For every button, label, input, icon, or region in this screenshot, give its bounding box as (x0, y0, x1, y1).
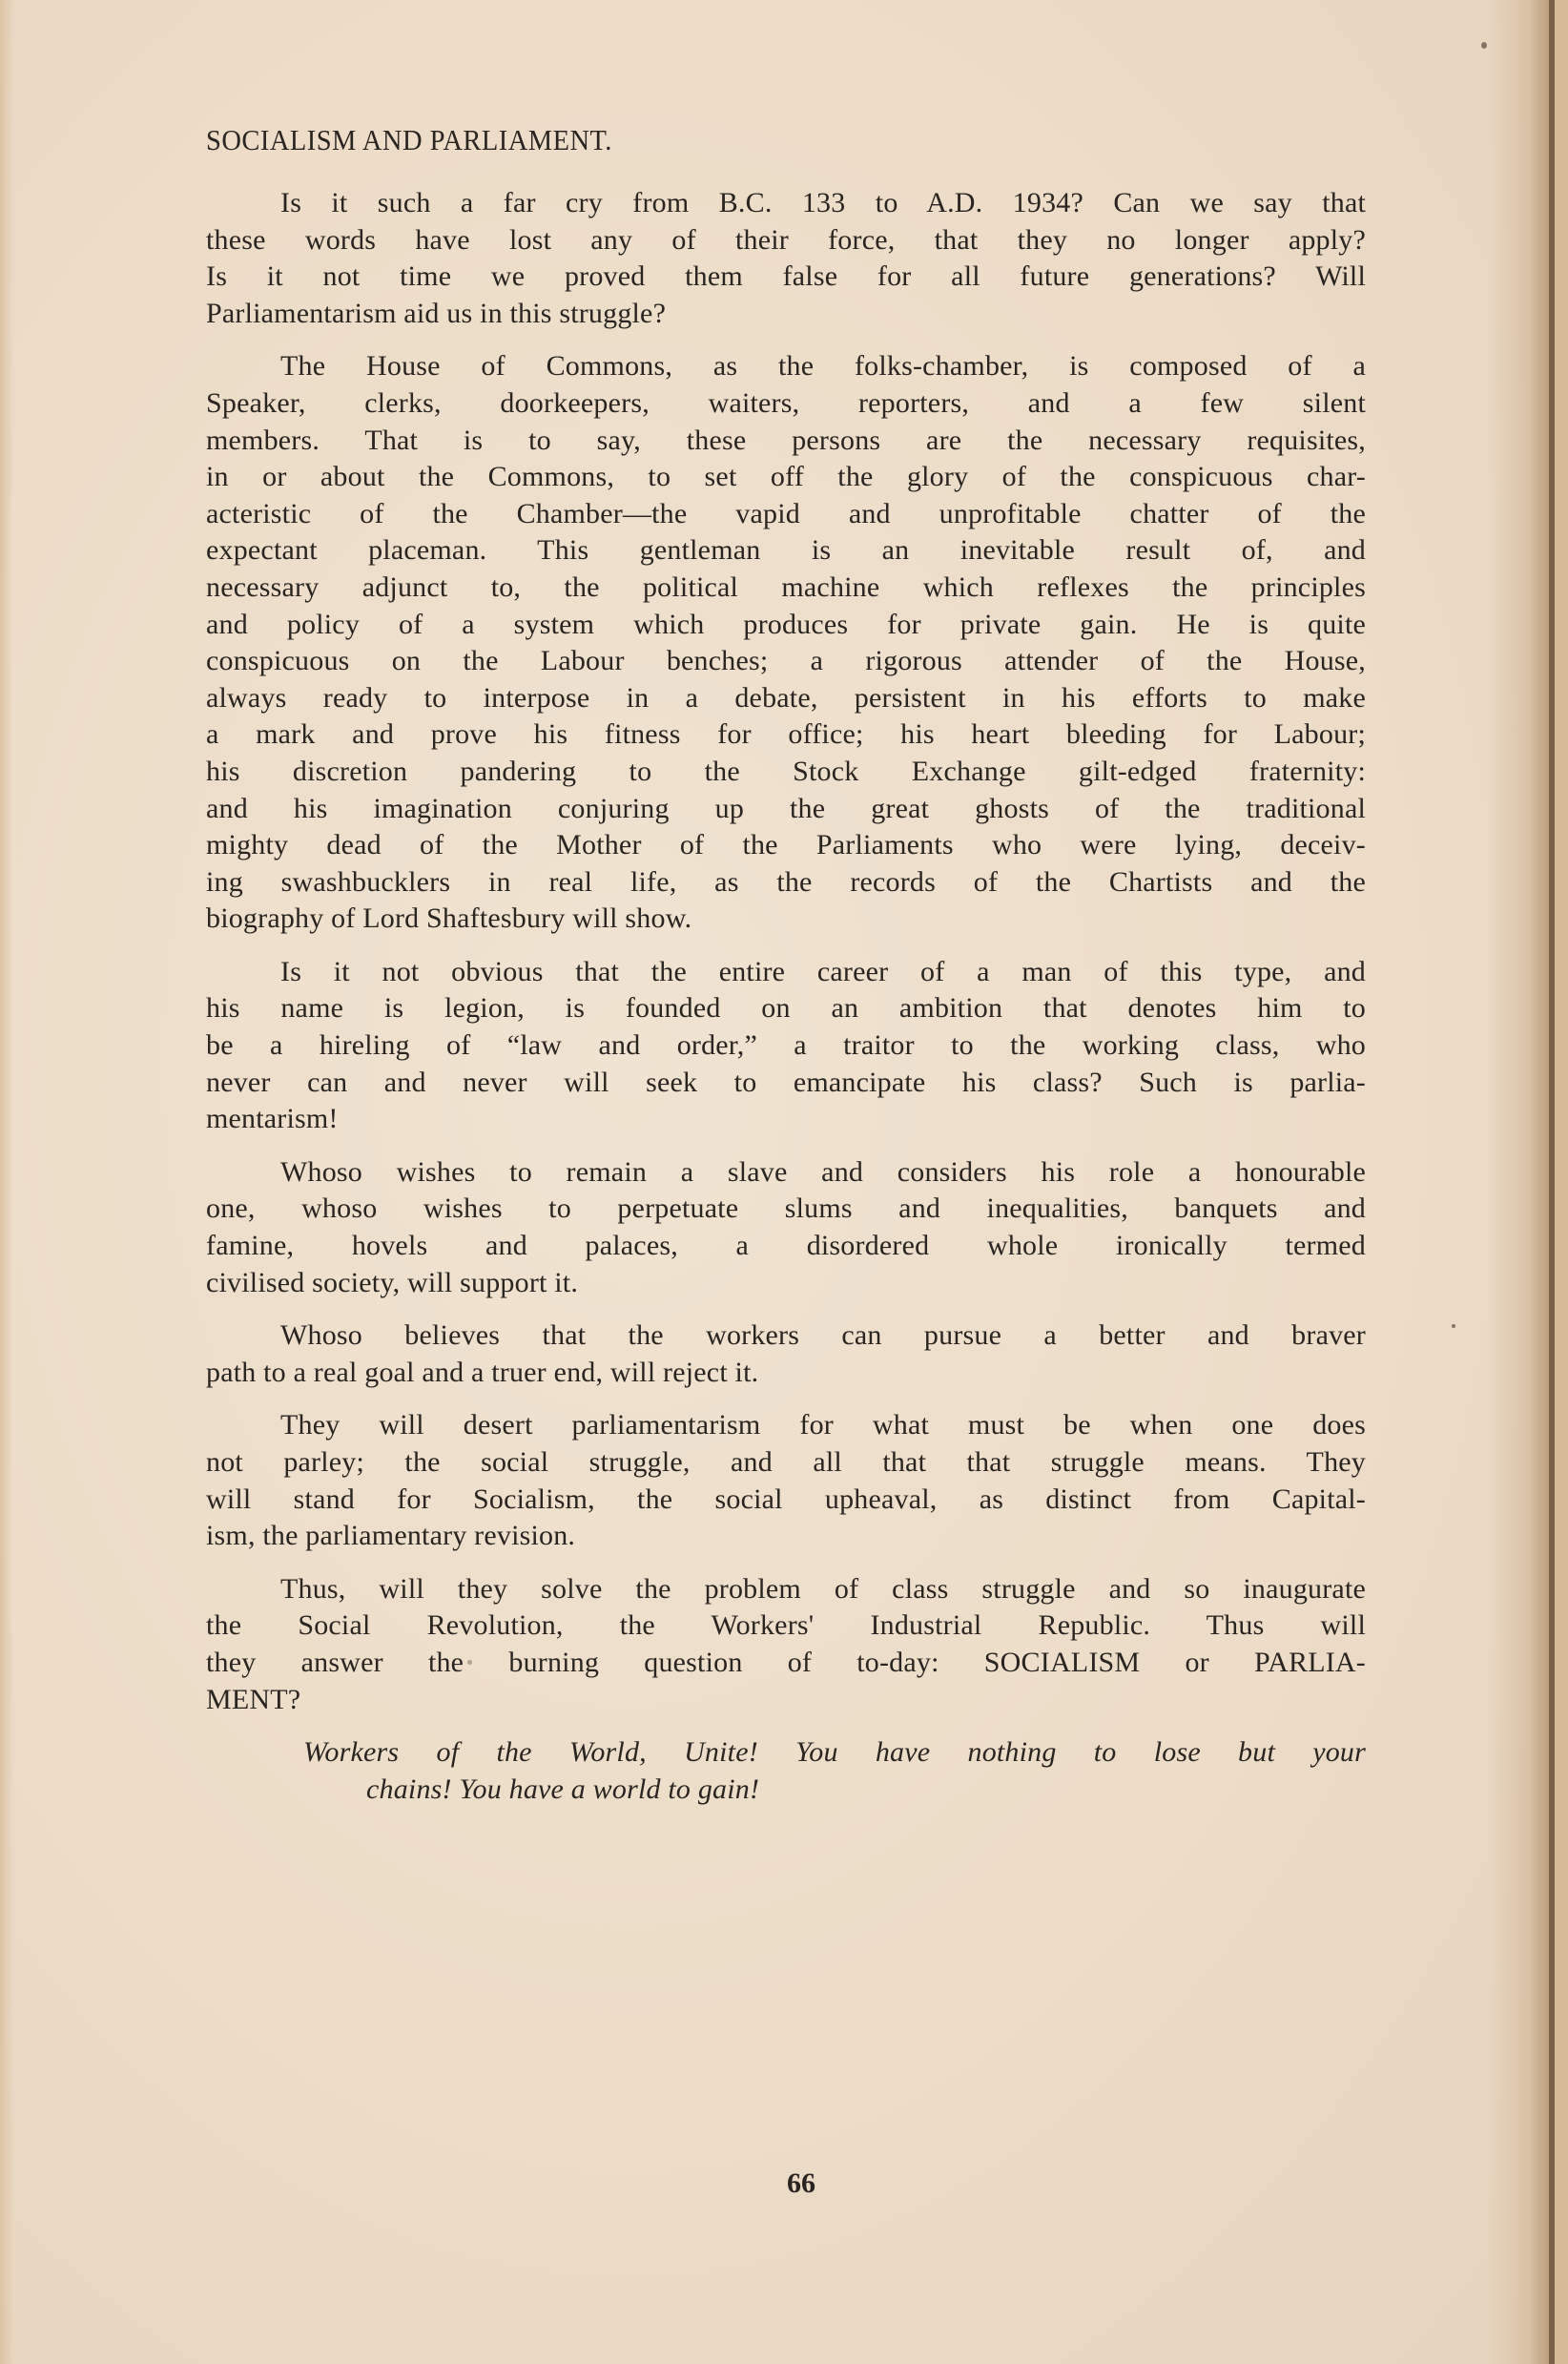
text-line: acteristic of the Chamber—the vapid and unprofitable chatter of the (206, 497, 1366, 529)
text-line: The House of Commons, as the folks-chamber, is composed of a (280, 350, 1366, 383)
text-line: biography of Lord Shaftesbury will show. (206, 902, 692, 935)
text-line: civilised society, will support it. (206, 1266, 579, 1298)
text-line: they answer the burning question of to-day: SOCIALISM or PARLIA- (206, 1646, 1366, 1678)
text-line: expectant placeman. This gentleman is an inevitable result of, and (206, 534, 1366, 567)
text-line: and his imagination conjuring up the great ghosts of the traditional (206, 792, 1366, 824)
binding-shadow (1488, 0, 1551, 2364)
text-line: not parley; the social struggle, and all that that struggle means. They (206, 1446, 1366, 1478)
text-line: his discretion pandering to the Stock Exchange gilt-edged fraternity: (206, 755, 1366, 787)
paragraph-2 (206, 348, 1366, 938)
text-line: Parliamentarism aid us in this struggle? (206, 297, 667, 329)
text-line: Speaker, clerks, doorkeepers, waiters, reporters, and a few silent (206, 386, 1366, 419)
motto-line: chains! You have a world to gain! (366, 1773, 760, 1805)
page-number: 66 (787, 2167, 815, 2199)
page-left-edge (0, 0, 13, 2364)
text-line: Is it not time we proved them false for all future generations? Will (206, 260, 1366, 293)
text-line: the Social Revolution, the Workers' Industrial Republic. Thus will (206, 1609, 1366, 1642)
text-line: his name is legion, is founded on an ambition that denotes him to (206, 992, 1366, 1025)
paragraph-5 (206, 1317, 1366, 1391)
paper-speck (1452, 1324, 1455, 1328)
paragraph-6 (206, 1407, 1366, 1554)
paragraph-1 (206, 185, 1366, 332)
text-line: and policy of a system which produces for private gain. He is quite (206, 608, 1366, 640)
text-line: Thus, will they solve the problem of class struggle and so inaugurate (280, 1572, 1366, 1605)
closing-motto (206, 1734, 1366, 1808)
article-body (206, 116, 1366, 1808)
text-line: always ready to interpose in a debate, persistent in his efforts to make (206, 681, 1366, 714)
text-line: Whoso wishes to remain a slave and considers his role a honourable (280, 1155, 1366, 1188)
paragraph-7 (206, 1571, 1366, 1718)
text-line: Is it such a far cry from B.C. 133 to A.D. 1934? Can we say that (280, 187, 1366, 218)
text-line: necessary adjunct to, the political machine which reflexes the principles (206, 570, 1366, 603)
text-line: mighty dead of the Mother of the Parliaments who were lying, deceiv- (206, 829, 1366, 861)
text-line: conspicuous on the Labour benches; a rigorous attender of the House, (206, 645, 1366, 677)
text-line: be a hireling of “law and order,” a traitor to the working class, who (206, 1029, 1366, 1062)
text-line: members. That is to say, these persons are the necessary requisites, (206, 424, 1366, 456)
text-line: ism, the parliamentary revision. (206, 1520, 576, 1552)
text-line: a mark and prove his fitness for office; his heart bleeding for Labour; (206, 718, 1366, 751)
text-line: Whoso believes that the workers can pursue a better and braver (280, 1319, 1366, 1352)
text-line: Is it not obvious that the entire career of a man of this type, and (280, 955, 1366, 987)
paragraph-4 (206, 1154, 1366, 1301)
adjacent-page-edge (1555, 0, 1568, 2364)
paper-speck (1481, 42, 1487, 49)
text-line: famine, hovels and palaces, a disordered whole ironically termed (206, 1230, 1366, 1262)
text-line: path to a real goal and a truer end, will reject it. (206, 1356, 759, 1388)
text-line: will stand for Socialism, the social upheaval, as distinct from Capital- (206, 1483, 1366, 1515)
text-line: ing swashbucklers in real life, as the records of the Chartists and the (206, 865, 1366, 898)
text-line: mentarism! (206, 1103, 339, 1135)
text-line: They will desert parliamentarism for what must be when one does (280, 1409, 1366, 1441)
text-line: these words have lost any of their force, that they no longer apply? (206, 223, 1366, 256)
text-line: never can and never will seek to emancipate his class? Such is parlia- (206, 1066, 1366, 1098)
text-line: one, whoso wishes to perpetuate slums and inequalities, banquets and (206, 1192, 1366, 1225)
page-title: SOCIALISM AND PARLIAMENT. (206, 123, 612, 156)
text-line: in or about the Commons, to set off the glory of the conspicuous char- (206, 461, 1366, 493)
motto-line: Workers of the World, Unite! You have nothing to lose but your (303, 1736, 1366, 1769)
paragraph-3 (206, 954, 1366, 1138)
text-line: MENT? (206, 1683, 301, 1715)
